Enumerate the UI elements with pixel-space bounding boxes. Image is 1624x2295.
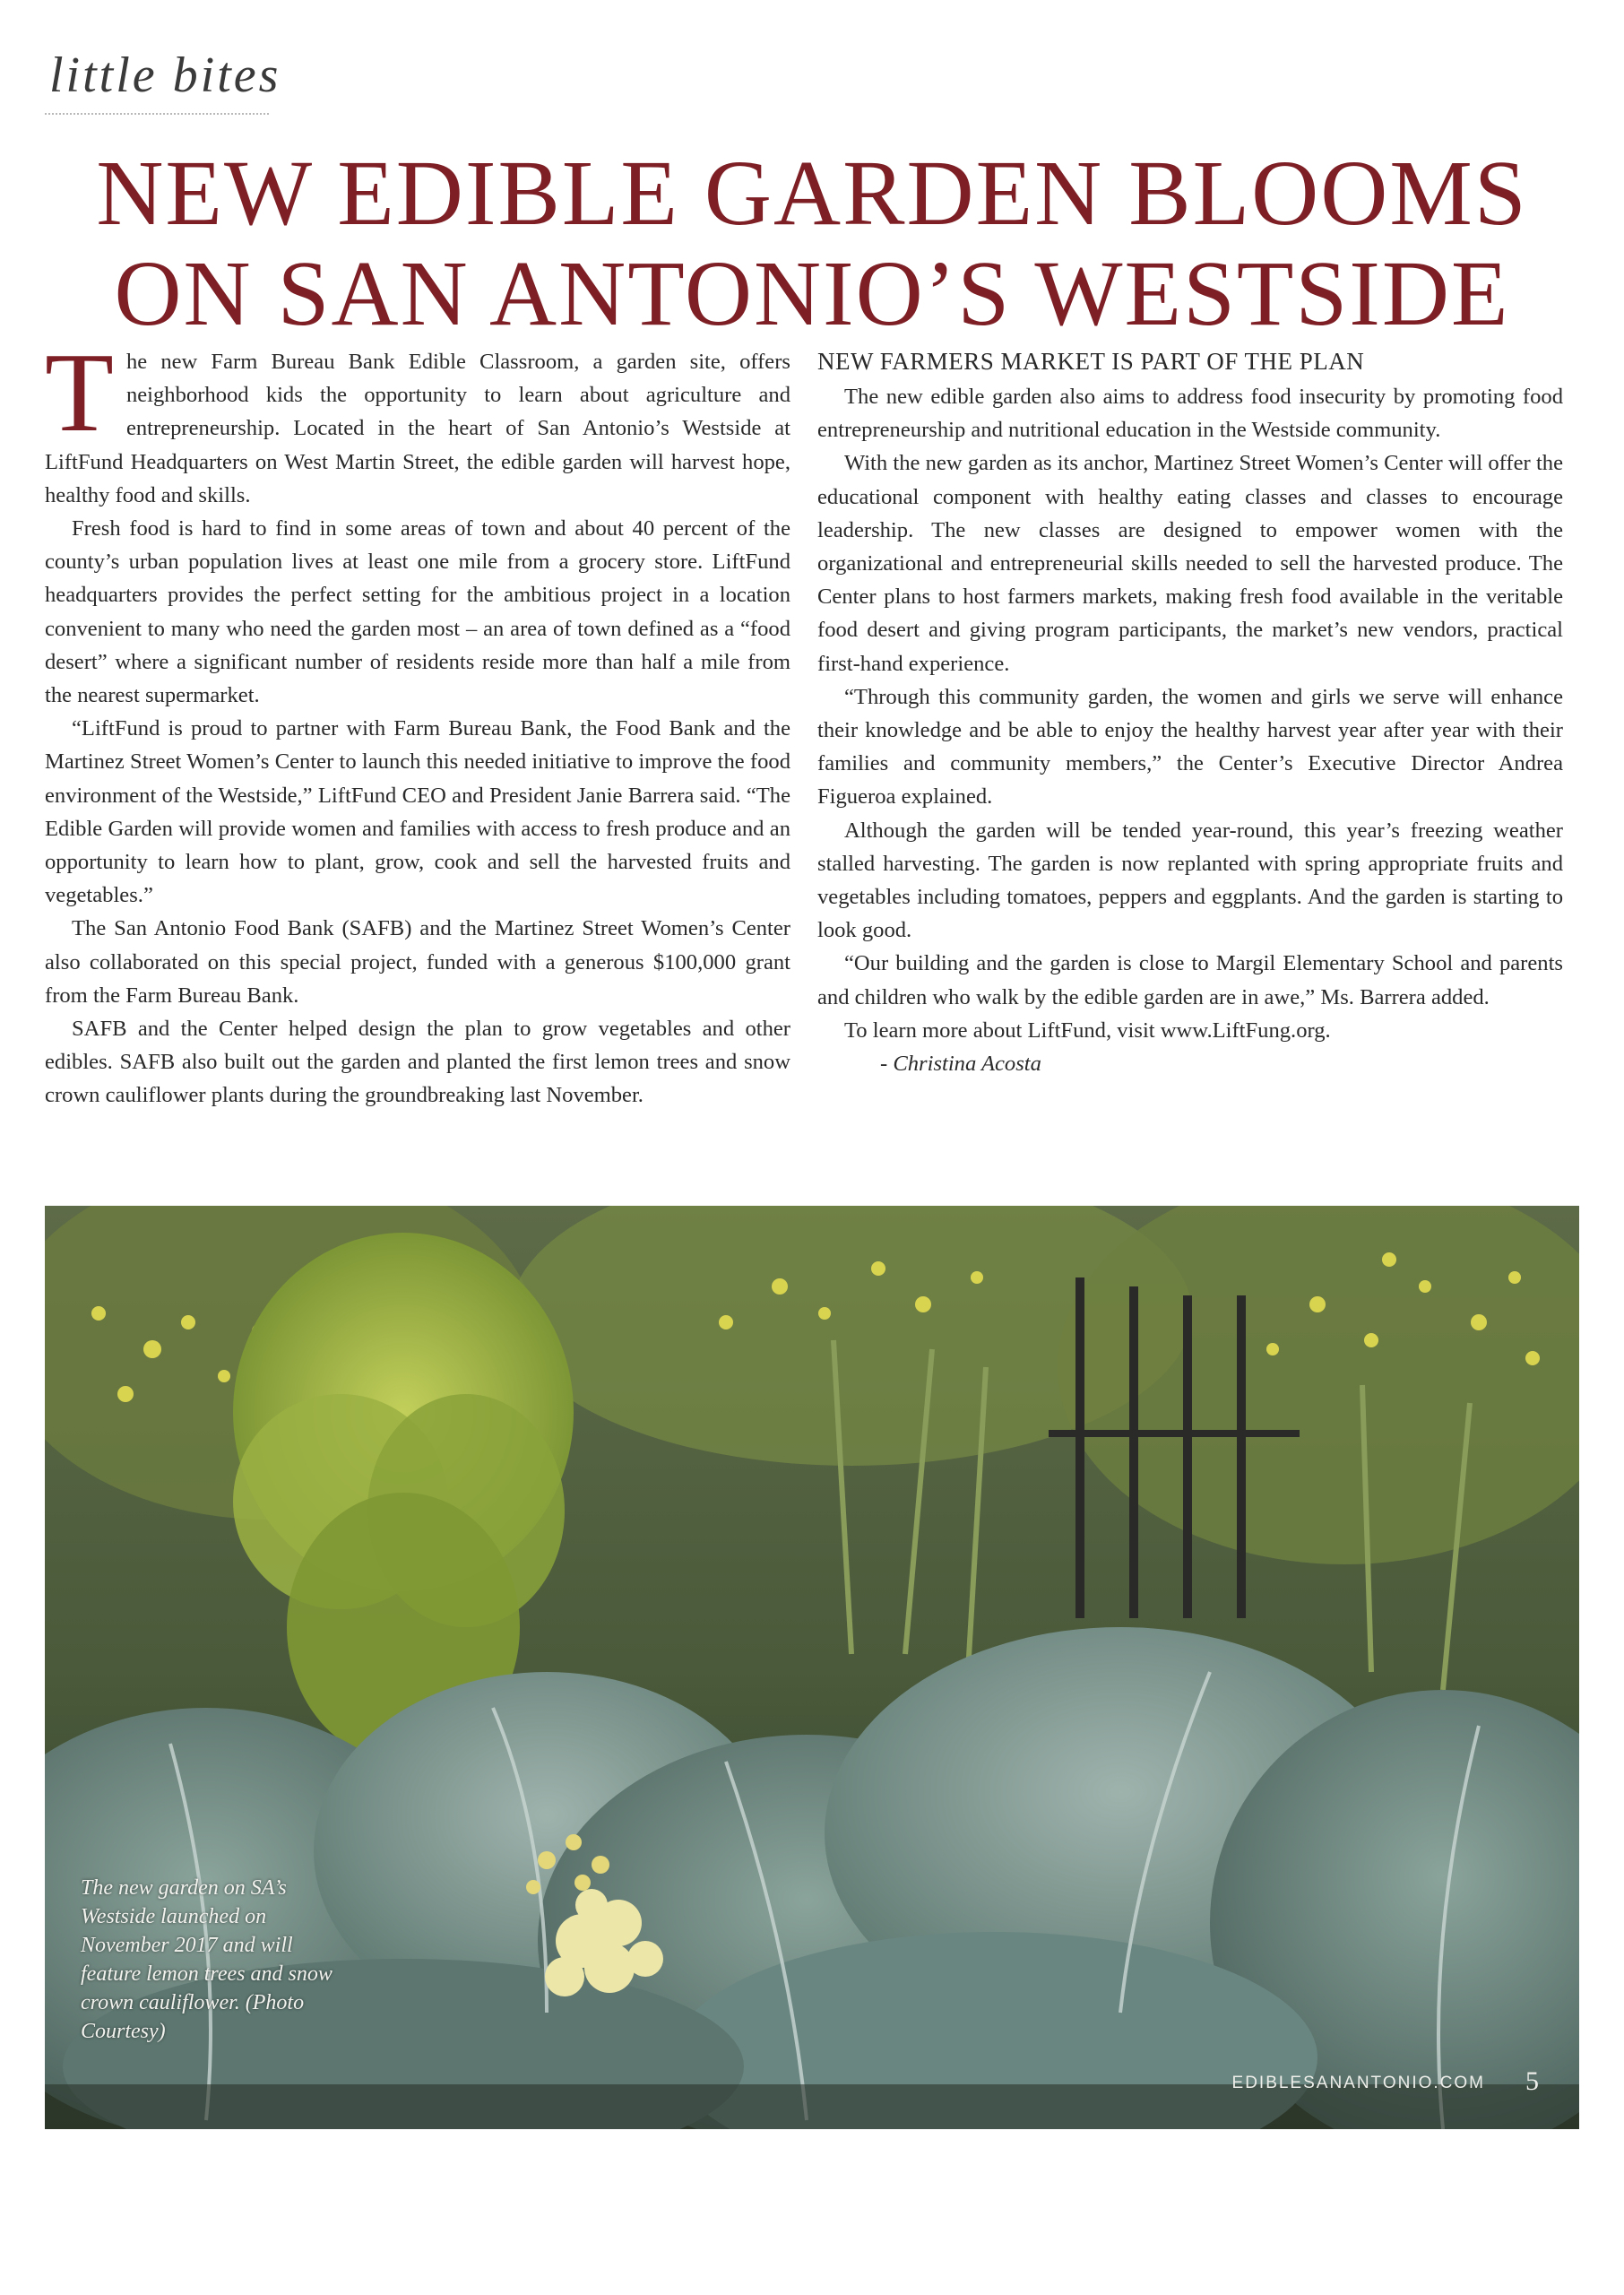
page-number: 5	[1525, 2066, 1539, 2096]
drop-cap: T	[45, 331, 114, 455]
paragraph: “Through this community garden, the women and girls we serve will enhance their knowledge and be able to enjoy the healthy harvest year after year with their families and community members,” the Center’s Executive Director Andrea Figueroa explained.	[817, 684, 1563, 810]
paragraph-text: he new Farm Bureau Bank Edible Classroom, a garden site, offers neighborhood kids the opportunity to learn about agriculture and entrepreneurship. Located in the heart of San Antonio’s Westside at LiftFund Headquarters on West Martin Street, the edible garden will harvest hope, healthy food and skills.	[45, 350, 790, 507]
right-column	[817, 345, 1563, 1080]
left-column	[45, 331, 790, 1113]
author-byline: - Christina Acosta	[880, 1052, 1041, 1077]
headline-line-2: ON SAN ANTONIO’S WESTSIDE	[114, 242, 1510, 345]
paragraph: Although the garden will be tended year-round, this year’s freezing weather stalled harvesting. The garden is now replanted with spring appropriate fruits and vegetables including tomatoes, peppers and eggplants. And the garden is starting to look good.	[817, 818, 1563, 943]
paragraph: The new edible garden also aims to address food insecurity by promoting food entrepreneurship and nutritional education in the Westside community.	[817, 385, 1563, 443]
section-divider	[45, 113, 269, 115]
paragraph: “Our building and the garden is close to Margil Elementary School and parents and children who walk by the edible garden are in awe,” Ms. Barrera added.	[817, 951, 1563, 1009]
paragraph	[45, 331, 790, 512]
paragraph: “LiftFund is proud to partner with Farm Bureau Bank, the Food Bank and the Martinez Street Women’s Center to launch this needed initiative to improve the food environment of the Westside,” LiftFund CEO and President Janie Barrera said. “The Edible Garden will provide women and families with access to fresh produce and an opportunity to learn how to plant, grow, cook and sell the harvested fruits and vegetables.”	[45, 716, 790, 908]
headline-line-1: NEW EDIBLE GARDEN BLOOMS	[96, 142, 1528, 245]
paragraph: To learn more about LiftFund, visit www.LiftFung.org.	[844, 1018, 1331, 1043]
photo-caption: The new garden on SA’s Westside launched on November 2017 and will feature lemon trees and snow crown cauliflower. (Photo Courtesy)	[81, 1876, 333, 2043]
paragraph: Fresh food is hard to find in some areas of town and about 40 percent of the county’s urban population lives at least one mile from a grocery store. LiftFund headquarters provides the perfect setting for the ambitious project in a location convenient to many who need the garden most – an area of town defined as a “food desert” where a significant number of residents reside more than half a mile from the nearest supermarket.	[45, 516, 790, 708]
section-label: little bites	[49, 48, 281, 103]
paragraph: SAFB and the Center helped design the plan to grow vegetables and other edibles. SAFB also built out the garden and planted the first lemon trees and snow crown cauliflower plants during the groundbreaking last November.	[45, 1017, 790, 1108]
section-subhead: NEW FARMERS MARKET IS PART OF THE PLAN	[817, 348, 1365, 375]
site-url: EDIBLESANANTONIO.COM	[1231, 2074, 1485, 2092]
garden-photo	[45, 1206, 1579, 2129]
paragraph: The San Antonio Food Bank (SAFB) and the Martinez Street Women’s Center also collaborated on this special project, funded with a generous $100,000 grant from the Farm Bureau Bank.	[45, 916, 790, 1008]
article-headline	[0, 143, 1624, 344]
paragraph: With the new garden as its anchor, Martinez Street Women’s Center will offer the educational component with healthy eating classes and classes to encourage leadership. The new classes are designed to empower women with the organizational and entrepreneurial skills needed to sell the harvested produce. The Center plans to host farmers markets, making fresh food available in the veritable food desert and giving program participants, the market’s new vendors, practical first-hand experience.	[817, 451, 1563, 676]
